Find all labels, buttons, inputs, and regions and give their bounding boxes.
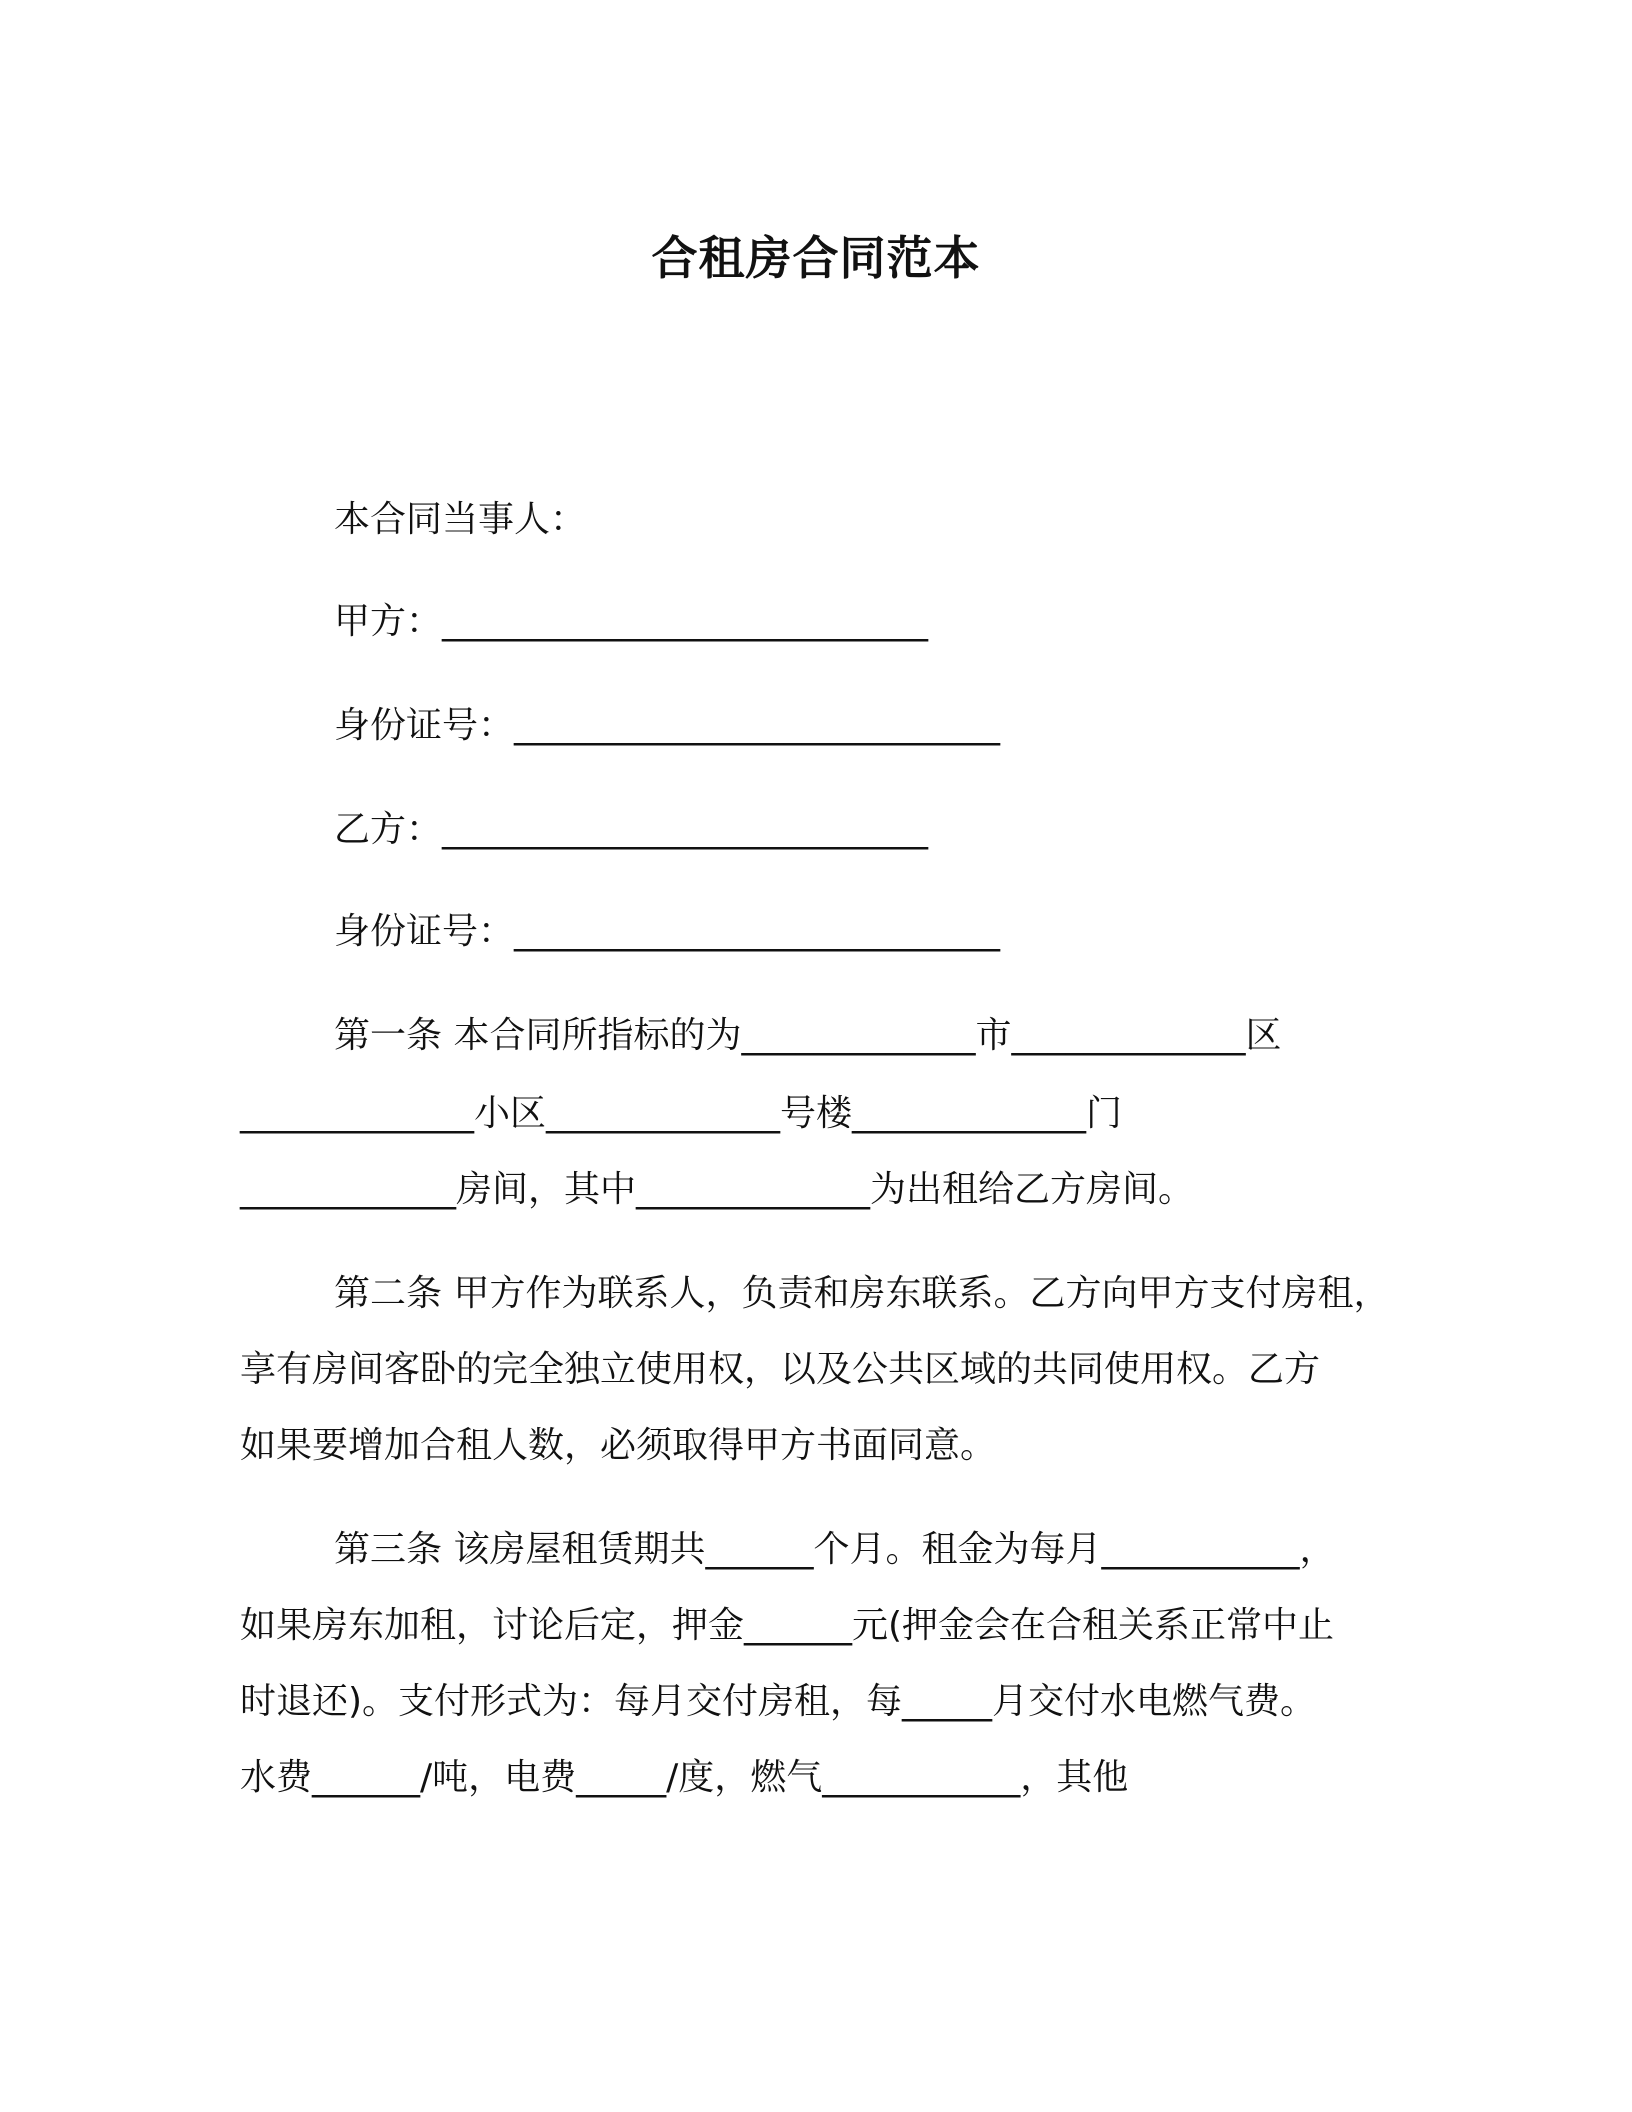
article-2-line-3: 如果要增加合租人数，必须取得甲方书面同意。: [240, 1425, 997, 1466]
article-1-line-2: _____________小区_____________号楼_____________门: [240, 1093, 1122, 1134]
party-b-line: 乙方：___________________________: [334, 809, 929, 850]
party-a-line: 甲方：___________________________: [334, 601, 929, 642]
article-1-line-1: 第一条 本合同所指标的为_____________市_____________区: [334, 1015, 1282, 1056]
article-3-line-4: 水费______/吨，电费_____/度，燃气___________，其他: [240, 1757, 1129, 1798]
party-a-id-line: 身份证号：___________________________: [334, 705, 1001, 746]
party-b-id-line: 身份证号：___________________________: [334, 911, 1001, 952]
article-2-line-2: 享有房间客卧的完全独立使用权，以及公共区域的共同使用权。乙方: [240, 1349, 1321, 1390]
article-3-line-3: 时退还)。支付形式为：每月交付房租，每_____月交付水电燃气费。: [240, 1681, 1317, 1722]
article-1-line-3: ____________房间，其中_____________为出租给乙方房间。: [240, 1169, 1195, 1210]
parties-heading: 本合同当事人：: [334, 499, 587, 540]
article-3-line-1: 第三条 该房屋租赁期共______个月。租金为每月___________，: [334, 1529, 1336, 1570]
article-3-line-2: 如果房东加租，讨论后定，押金______元(押金会在合租关系正常中止: [240, 1605, 1335, 1646]
article-2-line-1: 第二条 甲方作为联系人，负责和房东联系。乙方向甲方支付房租，: [334, 1273, 1390, 1314]
document-title: 合租房合同范本: [651, 231, 981, 285]
